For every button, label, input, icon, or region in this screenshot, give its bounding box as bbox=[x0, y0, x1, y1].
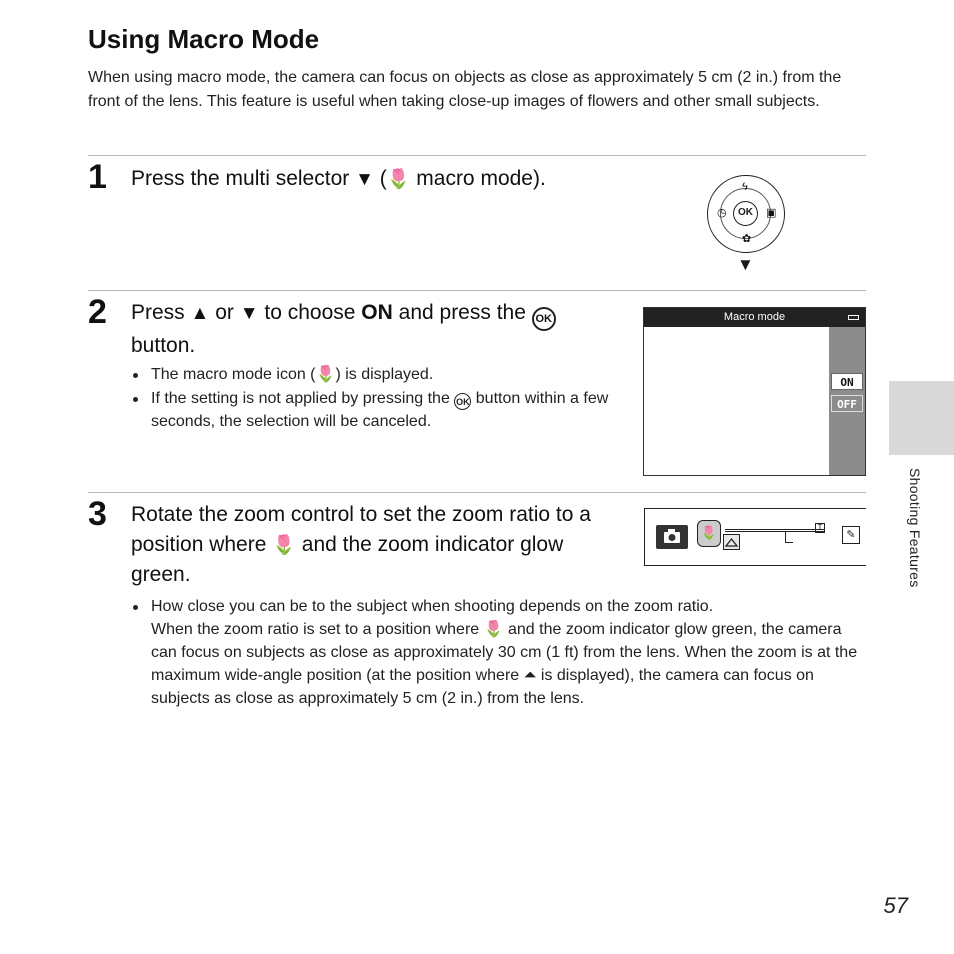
step-2-bullets bbox=[131, 363, 611, 434]
step-3-bullets bbox=[131, 595, 866, 711]
list-item: How close you can be to the subject when shooting depends on the zoom ratio. When the zoom ratio is set to a position where 🌷 and the zoom indicator glow green, the camera can focus on subjects as close as approximately 30 cm (1 ft) from the lens. When the zoom is at the maximum wide-angle position (at the position where ⏶ is displayed), the camera can focus on subjects as close as approximately 5 cm (2 in.) from the lens. bbox=[131, 595, 866, 710]
ok-button-icon: OK bbox=[532, 307, 556, 331]
camera-icon bbox=[656, 525, 688, 549]
exposure-icon: ▣ bbox=[766, 207, 777, 219]
edit-icon: ✎ bbox=[842, 526, 860, 544]
step-2-text: Press ▲ or ▼ to choose ON and press the OK button. bbox=[131, 298, 621, 361]
list-item: The macro mode icon (🌷) is displayed. bbox=[131, 363, 611, 386]
step-1-text: Press the multi selector ▼ (🌷 macro mode). bbox=[131, 167, 546, 190]
macro-icon: 🌷 bbox=[386, 169, 411, 190]
divider bbox=[88, 290, 866, 291]
macro-icon: 🌷 bbox=[697, 520, 721, 547]
up-arrow-icon: ▲ bbox=[190, 303, 210, 324]
multi-selector-diagram bbox=[707, 175, 785, 253]
screen-header: Macro mode bbox=[644, 308, 865, 327]
macro-icon: 🌷 bbox=[483, 621, 504, 638]
battery-icon bbox=[848, 315, 859, 320]
section-label: Shooting Features bbox=[907, 468, 923, 588]
option-on: ON bbox=[831, 373, 863, 390]
zoom-tick bbox=[785, 531, 793, 543]
down-arrow-icon: ▼ bbox=[239, 303, 259, 324]
step-number: 3 bbox=[88, 495, 107, 533]
macro-icon: 🌷 bbox=[315, 366, 336, 383]
macro-icon: 🌷 bbox=[272, 534, 296, 556]
down-arrow-icon: ▼ bbox=[355, 169, 374, 190]
list-item: If the setting is not applied by pressing the OK button within a few seconds, the selection will be canceled. bbox=[131, 387, 611, 433]
self-timer-icon: ◷ bbox=[717, 207, 727, 219]
intro-paragraph: When using macro mode, the camera can focus on objects as close as approximately 5 cm (2 in.) from the front of the lens. This feature is useful when taking close-up images of flowers and other small subjects. bbox=[88, 69, 842, 110]
section-tab bbox=[889, 381, 954, 455]
on-label: ON bbox=[361, 301, 393, 324]
option-panel bbox=[829, 327, 865, 475]
page-title: Using Macro Mode bbox=[88, 24, 320, 54]
zoom-bar bbox=[725, 529, 825, 532]
telephoto-label: T bbox=[815, 523, 825, 533]
step-number: 2 bbox=[88, 293, 107, 331]
zoom-indicator-screen bbox=[644, 508, 866, 566]
ok-button-icon: OK bbox=[454, 393, 471, 410]
step-3-text: Rotate the zoom control to set the zoom ratio to a position where 🌷 and the zoom indicator glow green. bbox=[131, 503, 591, 586]
ok-button-icon: OK bbox=[733, 201, 758, 226]
wide-angle-icon bbox=[723, 534, 740, 550]
option-off: OFF bbox=[831, 395, 863, 412]
down-arrow-icon: ▼ bbox=[737, 255, 754, 274]
step-number: 1 bbox=[88, 158, 107, 196]
flash-icon: ϟ bbox=[742, 181, 748, 193]
wide-angle-icon: ⏶ bbox=[523, 667, 537, 684]
macro-mode-screen bbox=[643, 307, 866, 476]
divider bbox=[88, 155, 866, 156]
macro-icon: ✿ bbox=[742, 233, 752, 245]
divider bbox=[88, 492, 866, 493]
page-number: 57 bbox=[883, 893, 908, 918]
